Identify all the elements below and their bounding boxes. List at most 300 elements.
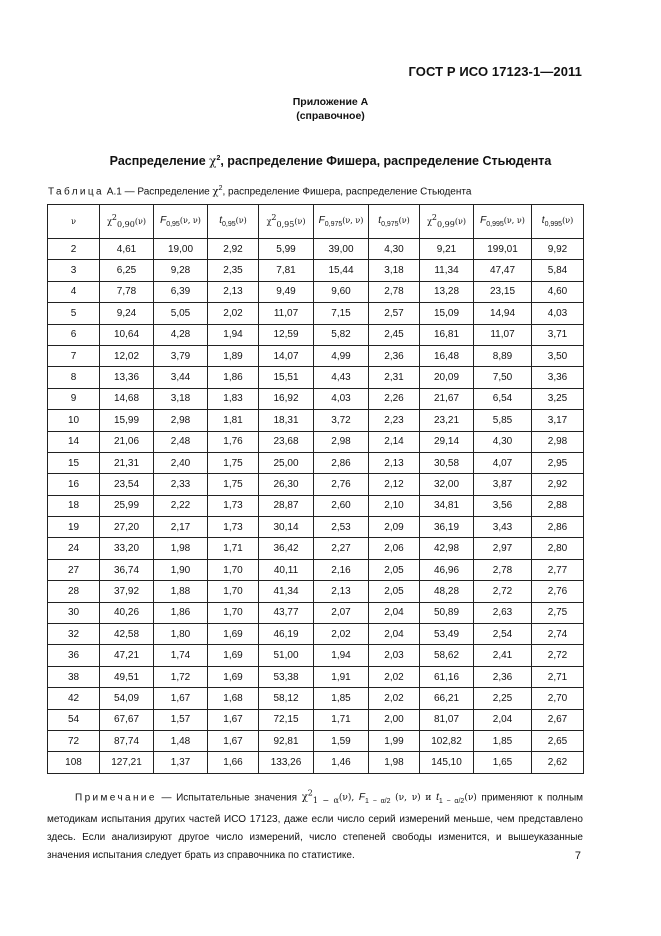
table-body xyxy=(48,239,584,774)
table-cell: 1,73 xyxy=(208,517,259,538)
table-cell: 1,75 xyxy=(208,474,259,495)
table-cell: 23,54 xyxy=(100,474,154,495)
table-cell: 8,89 xyxy=(474,345,532,366)
table-cell: 2,02 xyxy=(369,666,420,687)
table-cell: 2,97 xyxy=(474,538,532,559)
table-cell: 2,40 xyxy=(154,452,208,473)
appendix-subtitle: (справочное) xyxy=(296,110,365,122)
table-cell: 1,94 xyxy=(208,324,259,345)
table-cell: 36,74 xyxy=(100,559,154,580)
table-cell: 1,70 xyxy=(208,581,259,602)
table-cell: 41,34 xyxy=(259,581,314,602)
table-row xyxy=(48,345,584,366)
table-cell: 1,99 xyxy=(369,730,420,751)
title-part2: , распределение Фишера, распределение Стьюдента xyxy=(220,154,552,168)
table-cell: 66,21 xyxy=(420,688,474,709)
table-cell: 3,72 xyxy=(314,410,369,431)
standard-header: ГОСТ Р ИСО 17123-1—2011 xyxy=(408,64,582,79)
table-cell: 1,70 xyxy=(208,602,259,623)
table-row xyxy=(48,367,584,388)
table-cell: 2,86 xyxy=(532,517,584,538)
table-cell: 1,98 xyxy=(154,538,208,559)
table-cell: 32 xyxy=(48,624,100,645)
table-cell: 39,00 xyxy=(314,239,369,260)
table-cell: 8 xyxy=(48,367,100,388)
table-cell: 2,10 xyxy=(369,495,420,516)
table-cell: 133,26 xyxy=(259,752,314,773)
table-caption xyxy=(48,185,471,197)
table-cell: 58,62 xyxy=(420,645,474,666)
table-cell: 2,70 xyxy=(532,688,584,709)
table-cell: 1,83 xyxy=(208,388,259,409)
table-row xyxy=(48,730,584,751)
table-cell: 1,90 xyxy=(154,559,208,580)
note-label: Примечание xyxy=(75,792,157,804)
table-cell: 2,74 xyxy=(532,624,584,645)
header-f-0975: $F_{0,975}(\nu$, ν) xyxy=(314,205,369,239)
table-cell: 4,43 xyxy=(314,367,369,388)
table-cell: 11,07 xyxy=(259,303,314,324)
table-cell: 2,88 xyxy=(532,495,584,516)
table-cell: 5,85 xyxy=(474,410,532,431)
table-cell: 1,89 xyxy=(208,345,259,366)
table-cell: 25,00 xyxy=(259,452,314,473)
table-cell: 5,84 xyxy=(532,260,584,281)
page-title xyxy=(0,154,661,168)
table-cell: 2,13 xyxy=(208,281,259,302)
table-cell: 2,31 xyxy=(369,367,420,388)
caption-number: А.1 — Распределение xyxy=(106,186,213,198)
title-sup: 2 xyxy=(216,154,221,162)
appendix-title: Приложение А xyxy=(292,96,369,108)
table-cell: 67,67 xyxy=(100,709,154,730)
table-cell: 11,34 xyxy=(420,260,474,281)
table-cell: 1,98 xyxy=(369,752,420,773)
table-cell: 3,44 xyxy=(154,367,208,388)
table-cell: 21,06 xyxy=(100,431,154,452)
table-row xyxy=(48,624,584,645)
table-cell: 2,26 xyxy=(369,388,420,409)
table-cell: 1,69 xyxy=(208,645,259,666)
caption-sup: 2 xyxy=(218,185,223,192)
header-chi-099: $\chi^2_{0,99}(\nu)$ xyxy=(420,205,474,239)
table-cell: 9 xyxy=(48,388,100,409)
table-cell: 2,67 xyxy=(532,709,584,730)
table-cell: 23,21 xyxy=(420,410,474,431)
table-cell: 2,09 xyxy=(369,517,420,538)
table-cell: 61,16 xyxy=(420,666,474,687)
table-cell: 9,60 xyxy=(314,281,369,302)
table-cell: 58,12 xyxy=(259,688,314,709)
table-cell: 36,42 xyxy=(259,538,314,559)
table-cell: 21,31 xyxy=(100,452,154,473)
table-cell: 2,25 xyxy=(474,688,532,709)
table-cell: 3,79 xyxy=(154,345,208,366)
table-cell: 1,70 xyxy=(208,559,259,580)
table-cell: 2,65 xyxy=(532,730,584,751)
table-cell: 4,30 xyxy=(474,431,532,452)
table-cell: 2,06 xyxy=(369,538,420,559)
table-cell: 21,67 xyxy=(420,388,474,409)
table-cell: 2,35 xyxy=(208,260,259,281)
table-cell: 4,28 xyxy=(154,324,208,345)
table-cell: 1,37 xyxy=(154,752,208,773)
table-cell: 2,48 xyxy=(154,431,208,452)
table-cell: 1,85 xyxy=(474,730,532,751)
table-cell: 37,92 xyxy=(100,581,154,602)
table-cell: 3 xyxy=(48,260,100,281)
table-cell: 13,36 xyxy=(100,367,154,388)
table-cell: 6,25 xyxy=(100,260,154,281)
chi-symbol: χ xyxy=(209,154,217,168)
table-cell: 46,19 xyxy=(259,624,314,645)
caption-chi: χ xyxy=(212,186,219,198)
table-cell: 2,14 xyxy=(369,431,420,452)
table-cell: 81,07 xyxy=(420,709,474,730)
table-cell: 3,18 xyxy=(369,260,420,281)
table-cell: 43,77 xyxy=(259,602,314,623)
table-cell: 19,00 xyxy=(154,239,208,260)
table-cell: 33,20 xyxy=(100,538,154,559)
table-cell: 5,99 xyxy=(259,239,314,260)
table-cell: 72,15 xyxy=(259,709,314,730)
table-row xyxy=(48,581,584,602)
table-cell: 40,11 xyxy=(259,559,314,580)
table-cell: 7,15 xyxy=(314,303,369,324)
caption-word: Таблица xyxy=(48,186,105,198)
table-cell: 2,53 xyxy=(314,517,369,538)
table-cell: 26,30 xyxy=(259,474,314,495)
header-t-0995: $t_{0,995}(\nu)$ xyxy=(532,205,584,239)
table-cell: 5,05 xyxy=(154,303,208,324)
table-row xyxy=(48,452,584,473)
table-cell: 47,21 xyxy=(100,645,154,666)
table-cell: 2,02 xyxy=(314,624,369,645)
table-cell: 24 xyxy=(48,538,100,559)
table-cell: 6,54 xyxy=(474,388,532,409)
table-cell: 1,71 xyxy=(208,538,259,559)
table-cell: 7 xyxy=(48,345,100,366)
table-cell: 2,03 xyxy=(369,645,420,666)
table-cell: 2,45 xyxy=(369,324,420,345)
table-cell: 2,80 xyxy=(532,538,584,559)
table-cell: 15,09 xyxy=(420,303,474,324)
table-cell: 1,86 xyxy=(208,367,259,388)
table-cell: 1,76 xyxy=(208,431,259,452)
table-cell: 1,65 xyxy=(474,752,532,773)
table-cell: 2,05 xyxy=(369,559,420,580)
table-cell: 5 xyxy=(48,303,100,324)
table-cell: 20,09 xyxy=(420,367,474,388)
table-cell: 2,07 xyxy=(314,602,369,623)
table-cell: 12,02 xyxy=(100,345,154,366)
table-cell: 1,67 xyxy=(208,709,259,730)
table-cell: 36 xyxy=(48,645,100,666)
table-cell: 2,77 xyxy=(532,559,584,580)
table-cell: 13,28 xyxy=(420,281,474,302)
table-cell: 1,73 xyxy=(208,495,259,516)
table-cell: 14,68 xyxy=(100,388,154,409)
header-t-095: $t_{0,95}(\nu)$ xyxy=(208,205,259,239)
table-cell: 2,71 xyxy=(532,666,584,687)
table-cell: 2,36 xyxy=(369,345,420,366)
header-chi-095: $\chi^2_{0,95}(\nu)$ xyxy=(259,205,314,239)
table-cell: 6,39 xyxy=(154,281,208,302)
table-cell: 2,76 xyxy=(532,581,584,602)
table-cell: 42,98 xyxy=(420,538,474,559)
table-cell: 15 xyxy=(48,452,100,473)
table-cell: 127,21 xyxy=(100,752,154,773)
table-cell: 2,00 xyxy=(369,709,420,730)
table-row xyxy=(48,239,584,260)
header-chi-090: $\chi^2_{0,90}(\nu)$ xyxy=(100,205,154,239)
table-cell: 3,25 xyxy=(532,388,584,409)
table-cell: 3,43 xyxy=(474,517,532,538)
table-cell: 92,81 xyxy=(259,730,314,751)
table-cell: 18 xyxy=(48,495,100,516)
table-cell: 4,03 xyxy=(532,303,584,324)
table-cell: 2,95 xyxy=(532,452,584,473)
table-cell: 199,01 xyxy=(474,239,532,260)
table-cell: 2,86 xyxy=(314,452,369,473)
table-cell: 10 xyxy=(48,410,100,431)
table-cell: 1,67 xyxy=(154,688,208,709)
table-cell: 9,24 xyxy=(100,303,154,324)
table-cell: 4,60 xyxy=(532,281,584,302)
table-cell: 16,92 xyxy=(259,388,314,409)
table-cell: 2,62 xyxy=(532,752,584,773)
table-cell: 4,03 xyxy=(314,388,369,409)
table-cell: 15,51 xyxy=(259,367,314,388)
table-cell: 54 xyxy=(48,709,100,730)
table-cell: 2,76 xyxy=(314,474,369,495)
table-cell: 1,91 xyxy=(314,666,369,687)
table-row xyxy=(48,688,584,709)
table-cell: 145,10 xyxy=(420,752,474,773)
table-cell: 40,26 xyxy=(100,602,154,623)
header-t-0975: $t_{0,975}(\nu)$ xyxy=(369,205,420,239)
table-cell: 2,78 xyxy=(369,281,420,302)
table-cell: 42,58 xyxy=(100,624,154,645)
table-cell: 2,12 xyxy=(369,474,420,495)
note-text: применяют к полным методикам испытания других частей ИСО 17123, даже если число серий измерений меньше, чем представлено здесь. Если анализируют другое число измерений, число степеней свободы изменится, и вышеуказанные значения испытания следует брать из справочника по статистике. xyxy=(47,792,584,862)
table-cell: 3,87 xyxy=(474,474,532,495)
table-cell: 2,02 xyxy=(369,688,420,709)
table-cell: 2,57 xyxy=(369,303,420,324)
table-cell: 53,38 xyxy=(259,666,314,687)
table-row xyxy=(48,281,584,302)
table-cell: 12,59 xyxy=(259,324,314,345)
table-cell: 9,21 xyxy=(420,239,474,260)
table-cell: 9,28 xyxy=(154,260,208,281)
table-cell: 1,67 xyxy=(208,730,259,751)
table-cell: 1,71 xyxy=(314,709,369,730)
table-row xyxy=(48,752,584,773)
table-cell: 2,36 xyxy=(474,666,532,687)
table-cell: 23,15 xyxy=(474,281,532,302)
title-part1: Распределение xyxy=(109,154,210,168)
table-cell: 16,48 xyxy=(420,345,474,366)
table-cell: 4,61 xyxy=(100,239,154,260)
table-cell: 7,50 xyxy=(474,367,532,388)
table-cell: 2 xyxy=(48,239,100,260)
table-cell: 2,13 xyxy=(369,452,420,473)
table-cell: 46,96 xyxy=(420,559,474,580)
table-cell: 30,58 xyxy=(420,452,474,473)
table-cell: 9,49 xyxy=(259,281,314,302)
table-cell: 5,82 xyxy=(314,324,369,345)
table-cell: 2,02 xyxy=(208,303,259,324)
table-cell: 2,16 xyxy=(314,559,369,580)
table-cell: 2,05 xyxy=(369,581,420,602)
header-f-0995: $F_{0,995}(\nu$, ν) xyxy=(474,205,532,239)
table-cell: 16,81 xyxy=(420,324,474,345)
table-cell: 15,44 xyxy=(314,260,369,281)
header-f-095: $F_{0,95}(\nu$, ν) xyxy=(154,205,208,239)
table-cell: 87,74 xyxy=(100,730,154,751)
table-cell: 7,81 xyxy=(259,260,314,281)
table-cell: 4,99 xyxy=(314,345,369,366)
table-cell: 38 xyxy=(48,666,100,687)
table-cell: 29,14 xyxy=(420,431,474,452)
table-cell: 3,50 xyxy=(532,345,584,366)
table-cell: 2,63 xyxy=(474,602,532,623)
table-row xyxy=(48,666,584,687)
table-row xyxy=(48,388,584,409)
table-cell: 2,13 xyxy=(314,581,369,602)
table-cell: 102,82 xyxy=(420,730,474,751)
table-cell: 49,51 xyxy=(100,666,154,687)
table-cell: 2,60 xyxy=(314,495,369,516)
table-header-row xyxy=(48,205,584,239)
table-cell: 3,18 xyxy=(154,388,208,409)
table-cell: 1,72 xyxy=(154,666,208,687)
table-cell: 2,92 xyxy=(208,239,259,260)
table-cell: 30,14 xyxy=(259,517,314,538)
table-cell: 2,72 xyxy=(474,581,532,602)
note-intro: — Испытательные значения xyxy=(156,792,298,804)
table-cell: 1,48 xyxy=(154,730,208,751)
table-cell: 4,30 xyxy=(369,239,420,260)
table-cell: 1,69 xyxy=(208,624,259,645)
table-cell: 51,00 xyxy=(259,645,314,666)
table-cell: 54,09 xyxy=(100,688,154,709)
table-cell: 4,07 xyxy=(474,452,532,473)
table-cell: 53,49 xyxy=(420,624,474,645)
table-cell: 2,22 xyxy=(154,495,208,516)
table-cell: 28,87 xyxy=(259,495,314,516)
table-cell: 2,04 xyxy=(474,709,532,730)
table-cell: 2,04 xyxy=(369,602,420,623)
table-cell: 1,81 xyxy=(208,410,259,431)
table-row xyxy=(48,410,584,431)
note-formula: $\chi^2_{1 - \alpha}(\nu)$, $F_{1 - \alpha/2}$ (ν, ν) и $t_{1 - \alpha/2}(\nu)$ xyxy=(301,789,477,806)
table-cell: 25,99 xyxy=(100,495,154,516)
table-cell: 2,04 xyxy=(369,624,420,645)
table-cell: 47,47 xyxy=(474,260,532,281)
table-cell: 6 xyxy=(48,324,100,345)
table-cell: 2,41 xyxy=(474,645,532,666)
table-cell: 2,98 xyxy=(154,410,208,431)
table-cell: 2,72 xyxy=(532,645,584,666)
table-row xyxy=(48,474,584,495)
table-cell: 1,80 xyxy=(154,624,208,645)
table-cell: 72 xyxy=(48,730,100,751)
table-cell: 9,92 xyxy=(532,239,584,260)
table-row xyxy=(48,431,584,452)
table-cell: 1,75 xyxy=(208,452,259,473)
table-cell: 50,89 xyxy=(420,602,474,623)
table-cell: 32,00 xyxy=(420,474,474,495)
table-note xyxy=(47,785,583,865)
page-number: 7 xyxy=(574,850,581,862)
table-cell: 2,78 xyxy=(474,559,532,580)
table-cell: 27,20 xyxy=(100,517,154,538)
table-cell: 2,92 xyxy=(532,474,584,495)
table-cell: 18,31 xyxy=(259,410,314,431)
table-cell: 1,66 xyxy=(208,752,259,773)
table-cell: 27 xyxy=(48,559,100,580)
table-row xyxy=(48,559,584,580)
table-cell: 48,28 xyxy=(420,581,474,602)
table-row xyxy=(48,260,584,281)
table-cell: 2,27 xyxy=(314,538,369,559)
table-row xyxy=(48,324,584,345)
table-cell: 108 xyxy=(48,752,100,773)
table-cell: 42 xyxy=(48,688,100,709)
table-row xyxy=(48,517,584,538)
table-cell: 15,99 xyxy=(100,410,154,431)
table-cell: 3,71 xyxy=(532,324,584,345)
table-cell: 1,94 xyxy=(314,645,369,666)
table-row xyxy=(48,645,584,666)
table-row xyxy=(48,303,584,324)
caption-rest: , распределение Фишера, распределение Стьюдента xyxy=(222,186,472,198)
table-row xyxy=(48,538,584,559)
table-cell: 28 xyxy=(48,581,100,602)
table-cell: 14,94 xyxy=(474,303,532,324)
distribution-table xyxy=(47,204,584,774)
table-cell: 1,59 xyxy=(314,730,369,751)
table-cell: 1,74 xyxy=(154,645,208,666)
table-cell: 36,19 xyxy=(420,517,474,538)
table-row xyxy=(48,495,584,516)
table-cell: 11,07 xyxy=(474,324,532,345)
table-cell: 2,75 xyxy=(532,602,584,623)
table-cell: 3,17 xyxy=(532,410,584,431)
table-cell: 1,85 xyxy=(314,688,369,709)
table-cell: 1,88 xyxy=(154,581,208,602)
table-cell: 3,36 xyxy=(532,367,584,388)
table-cell: 7,78 xyxy=(100,281,154,302)
table-row xyxy=(48,602,584,623)
table-cell: 1,57 xyxy=(154,709,208,730)
table-cell: 16 xyxy=(48,474,100,495)
table-cell: 23,68 xyxy=(259,431,314,452)
table-cell: 2,17 xyxy=(154,517,208,538)
table-cell: 2,98 xyxy=(314,431,369,452)
table-cell: 14,07 xyxy=(259,345,314,366)
table-cell: 3,56 xyxy=(474,495,532,516)
table-cell: 14 xyxy=(48,431,100,452)
table-cell: 1,69 xyxy=(208,666,259,687)
table-cell: 2,54 xyxy=(474,624,532,645)
table-cell: 2,23 xyxy=(369,410,420,431)
table-cell: 4 xyxy=(48,281,100,302)
appendix-heading xyxy=(0,95,661,123)
table-cell: 2,98 xyxy=(532,431,584,452)
table-cell: 19 xyxy=(48,517,100,538)
